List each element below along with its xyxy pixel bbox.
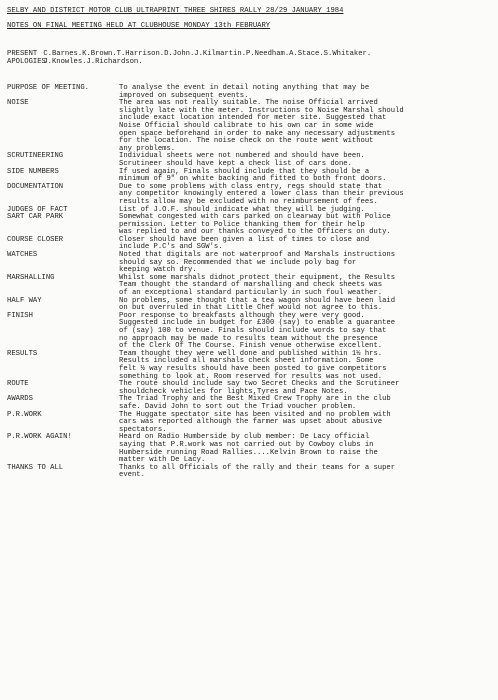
minutes-section bbox=[7, 237, 491, 252]
minutes-section bbox=[7, 214, 491, 237]
text-line: should say so. Recommended that we include poly bag for bbox=[119, 258, 357, 267]
text-line: event. bbox=[119, 471, 145, 480]
section-text bbox=[119, 214, 491, 237]
minutes-section bbox=[7, 434, 491, 464]
text-line: spectators. bbox=[119, 425, 167, 434]
text-line: slightly late with the meter. Instructions to Noise Marshal should bbox=[119, 106, 404, 115]
minutes-section bbox=[7, 85, 491, 100]
section-label: NOISE bbox=[7, 99, 29, 108]
section-text bbox=[119, 298, 491, 313]
section-text bbox=[119, 381, 491, 396]
text-line: for the location. The noise check on the route went without bbox=[119, 137, 374, 146]
text-line: minimum of 9" on white backing and fitted to both front doors. bbox=[119, 175, 387, 184]
present-label: PRESENT bbox=[7, 50, 38, 58]
text-line: keeping watch dry. bbox=[119, 266, 197, 275]
section-text bbox=[119, 100, 491, 153]
section-label: SART CAR PARK bbox=[7, 213, 64, 222]
minutes-section bbox=[7, 275, 491, 298]
text-line: any problems. bbox=[119, 144, 176, 153]
section-label: SCRUTINEERING bbox=[7, 152, 64, 161]
section-text bbox=[119, 412, 491, 435]
minutes-section bbox=[7, 252, 491, 275]
text-line: Team thought they were well done and published within 1½ hrs. bbox=[119, 349, 383, 358]
minutes-section bbox=[7, 169, 491, 184]
section-label: SIDE NUMBERS bbox=[7, 167, 59, 176]
section-label: ROUTE bbox=[7, 380, 29, 389]
text-line: Closer should have been given a list of times to close and bbox=[119, 235, 370, 244]
apologies-line bbox=[7, 59, 143, 67]
section-label: MARSHALLING bbox=[7, 273, 55, 282]
text-line: open space beforehand in order to make any necessary adjustments bbox=[119, 129, 396, 138]
text-line: To analyse the event in detail noting anything that may be bbox=[119, 84, 370, 92]
text-line: Poor response to breakfasts although they were very good. bbox=[119, 311, 365, 320]
text-line: Thanks to all Officials of the rally and their teams for a super bbox=[119, 463, 396, 472]
text-line: results allow may be excluded with no reimbursement of fees. bbox=[119, 197, 378, 206]
text-line: of the Clerk Of The Course. Finish venue otherwise excellent. bbox=[119, 342, 383, 351]
text-line: The area was not really suitable. The noise Official arrived bbox=[119, 99, 378, 108]
present-names: C.Barnes.K.Brown.T.Harrison.D.John.J.Kilmartin.P.Needham.A.Stace.S.Whitaker. bbox=[43, 50, 372, 58]
section-text bbox=[119, 275, 491, 298]
minutes-section bbox=[7, 381, 491, 396]
minutes-section bbox=[7, 153, 491, 168]
section-label: AWARDS bbox=[7, 395, 33, 404]
text-line: include P.C's and SGW's. bbox=[119, 243, 223, 252]
minutes-section bbox=[7, 298, 491, 313]
text-line: Noted that digitals are not waterproof and Marshals instructions bbox=[119, 251, 396, 260]
text-line: Humberside running Road Rallies....Kelvin Brown to raise the bbox=[119, 448, 378, 457]
text-line: The route should include say two Secret Checks and the Scrutineer bbox=[119, 380, 400, 389]
text-line: no approach may be made to results team without the presence bbox=[119, 334, 378, 343]
text-line: any competitor knowingly entered a lower class than their previous bbox=[119, 190, 404, 199]
text-line: something to look at. Room reserved for results was not used. bbox=[119, 372, 383, 381]
section-text bbox=[119, 351, 491, 381]
text-line: No problems, some thought that a tea wagon should have been laid bbox=[119, 296, 396, 305]
section-label: PURPOSE OF MEETING. bbox=[7, 84, 89, 92]
section-text bbox=[119, 465, 491, 480]
section-text bbox=[119, 237, 491, 252]
text-line: Suggested include in budget for £300 (say) to enable a guarantee bbox=[119, 319, 396, 328]
text-line: cars was reported although the farmer was upset about abusive bbox=[119, 418, 383, 427]
section-text bbox=[119, 153, 491, 168]
text-line: If used again, Finals should include that they should be a bbox=[119, 167, 370, 176]
text-line: shouldcheck vehicles for lights,Tyres and Pace Notes. bbox=[119, 387, 348, 396]
document-title: SELBY AND DISTRICT MOTOR CLUB ULTRAPRINT THREE SHIRES RALLY 28/29 JANUARY 1984 bbox=[7, 7, 344, 15]
text-line: Somewhat congested with cars parked on clearway but with Police bbox=[119, 213, 391, 222]
text-line: Individual sheets were not numbered and should have been. bbox=[119, 152, 365, 161]
apologies-label: APOLOGIES bbox=[7, 58, 46, 66]
text-line: Results included all marshals check sheet information. Some bbox=[119, 357, 374, 366]
section-label: P.R.WORK bbox=[7, 410, 42, 419]
section-text bbox=[119, 184, 491, 207]
text-line: Whilst some marshals didnot protect their equipment, the Results bbox=[119, 273, 396, 282]
text-line: Team thought the standard of marshalling and check sheets was bbox=[119, 281, 383, 290]
section-label: JUDGES OF FACT bbox=[7, 205, 68, 214]
text-line: Noise Official should calibrate to his own car in some wide bbox=[119, 121, 374, 130]
text-line: on but overruled in that Little Chef would not agree to this. bbox=[119, 304, 383, 313]
text-line: The Huggate spectator site has been visited and no problem with bbox=[119, 410, 391, 419]
section-label: DOCUMENTATION bbox=[7, 182, 64, 191]
section-label: COURSE CLOSER bbox=[7, 235, 64, 244]
text-line: saying that P.R.work was not carried out by Cowboy clubs in bbox=[119, 440, 374, 449]
section-label: RESULTS bbox=[7, 349, 38, 358]
section-label: HALF WAY bbox=[7, 296, 42, 305]
section-text bbox=[119, 169, 491, 184]
minutes-section bbox=[7, 313, 491, 351]
section-text bbox=[119, 396, 491, 411]
notes-heading: NOTES ON FINAL MEETING HELD AT CLUBHOUSE MONDAY 13th FEBRUARY bbox=[7, 22, 271, 30]
text-line: of an exceptional standard particularly in such foul weather. bbox=[119, 289, 383, 298]
text-line: matter with De Lacy. bbox=[119, 456, 206, 465]
text-line: Scrutineer should have kept a check list of cars done. bbox=[119, 159, 352, 168]
text-line: Due to some problems with class entry, regs should state that bbox=[119, 182, 383, 191]
apologies-names: J.Knowles.J.Richardson. bbox=[43, 58, 143, 66]
text-line: Heard on Radio Humberside by club member: De Lacy official bbox=[119, 433, 370, 442]
section-label: FINISH bbox=[7, 311, 33, 320]
text-line: List of J.O.F. should indicate what they will be judging. bbox=[119, 205, 365, 214]
text-line: permission. Letter to Police thanking them for their help bbox=[119, 220, 365, 229]
text-line: improved on subsequent events. bbox=[119, 91, 249, 100]
text-line: was replied to and our thanks conveyed to the Officers on duty. bbox=[119, 228, 391, 237]
text-line: The Triad Trophy and the Best Mixed Crew Trophy are in the club bbox=[119, 395, 391, 404]
minutes-section bbox=[7, 184, 491, 207]
section-text bbox=[119, 313, 491, 351]
minutes-section bbox=[7, 412, 491, 435]
text-line: of (say) 100 to venue. Finals should include words to say that bbox=[119, 327, 387, 335]
minutes-section bbox=[7, 100, 491, 153]
section-text bbox=[119, 252, 491, 275]
section-text bbox=[119, 434, 491, 464]
minutes-section bbox=[7, 396, 491, 411]
section-label: P.R.WORK AGAIN! bbox=[7, 433, 72, 442]
text-line: safe. David John to sort out the Triad voucher problem. bbox=[119, 402, 357, 411]
text-line: felt ½ way results should have been posted to give competitors bbox=[119, 364, 387, 373]
section-label: THANKS TO ALL bbox=[7, 463, 64, 472]
section-label: WATCHES bbox=[7, 251, 38, 260]
minutes-section bbox=[7, 465, 491, 480]
minutes-section bbox=[7, 351, 491, 381]
section-text bbox=[119, 85, 491, 100]
minutes-sections bbox=[7, 85, 491, 480]
text-line: include exact location intended for meter site. Suggested that bbox=[119, 114, 387, 123]
